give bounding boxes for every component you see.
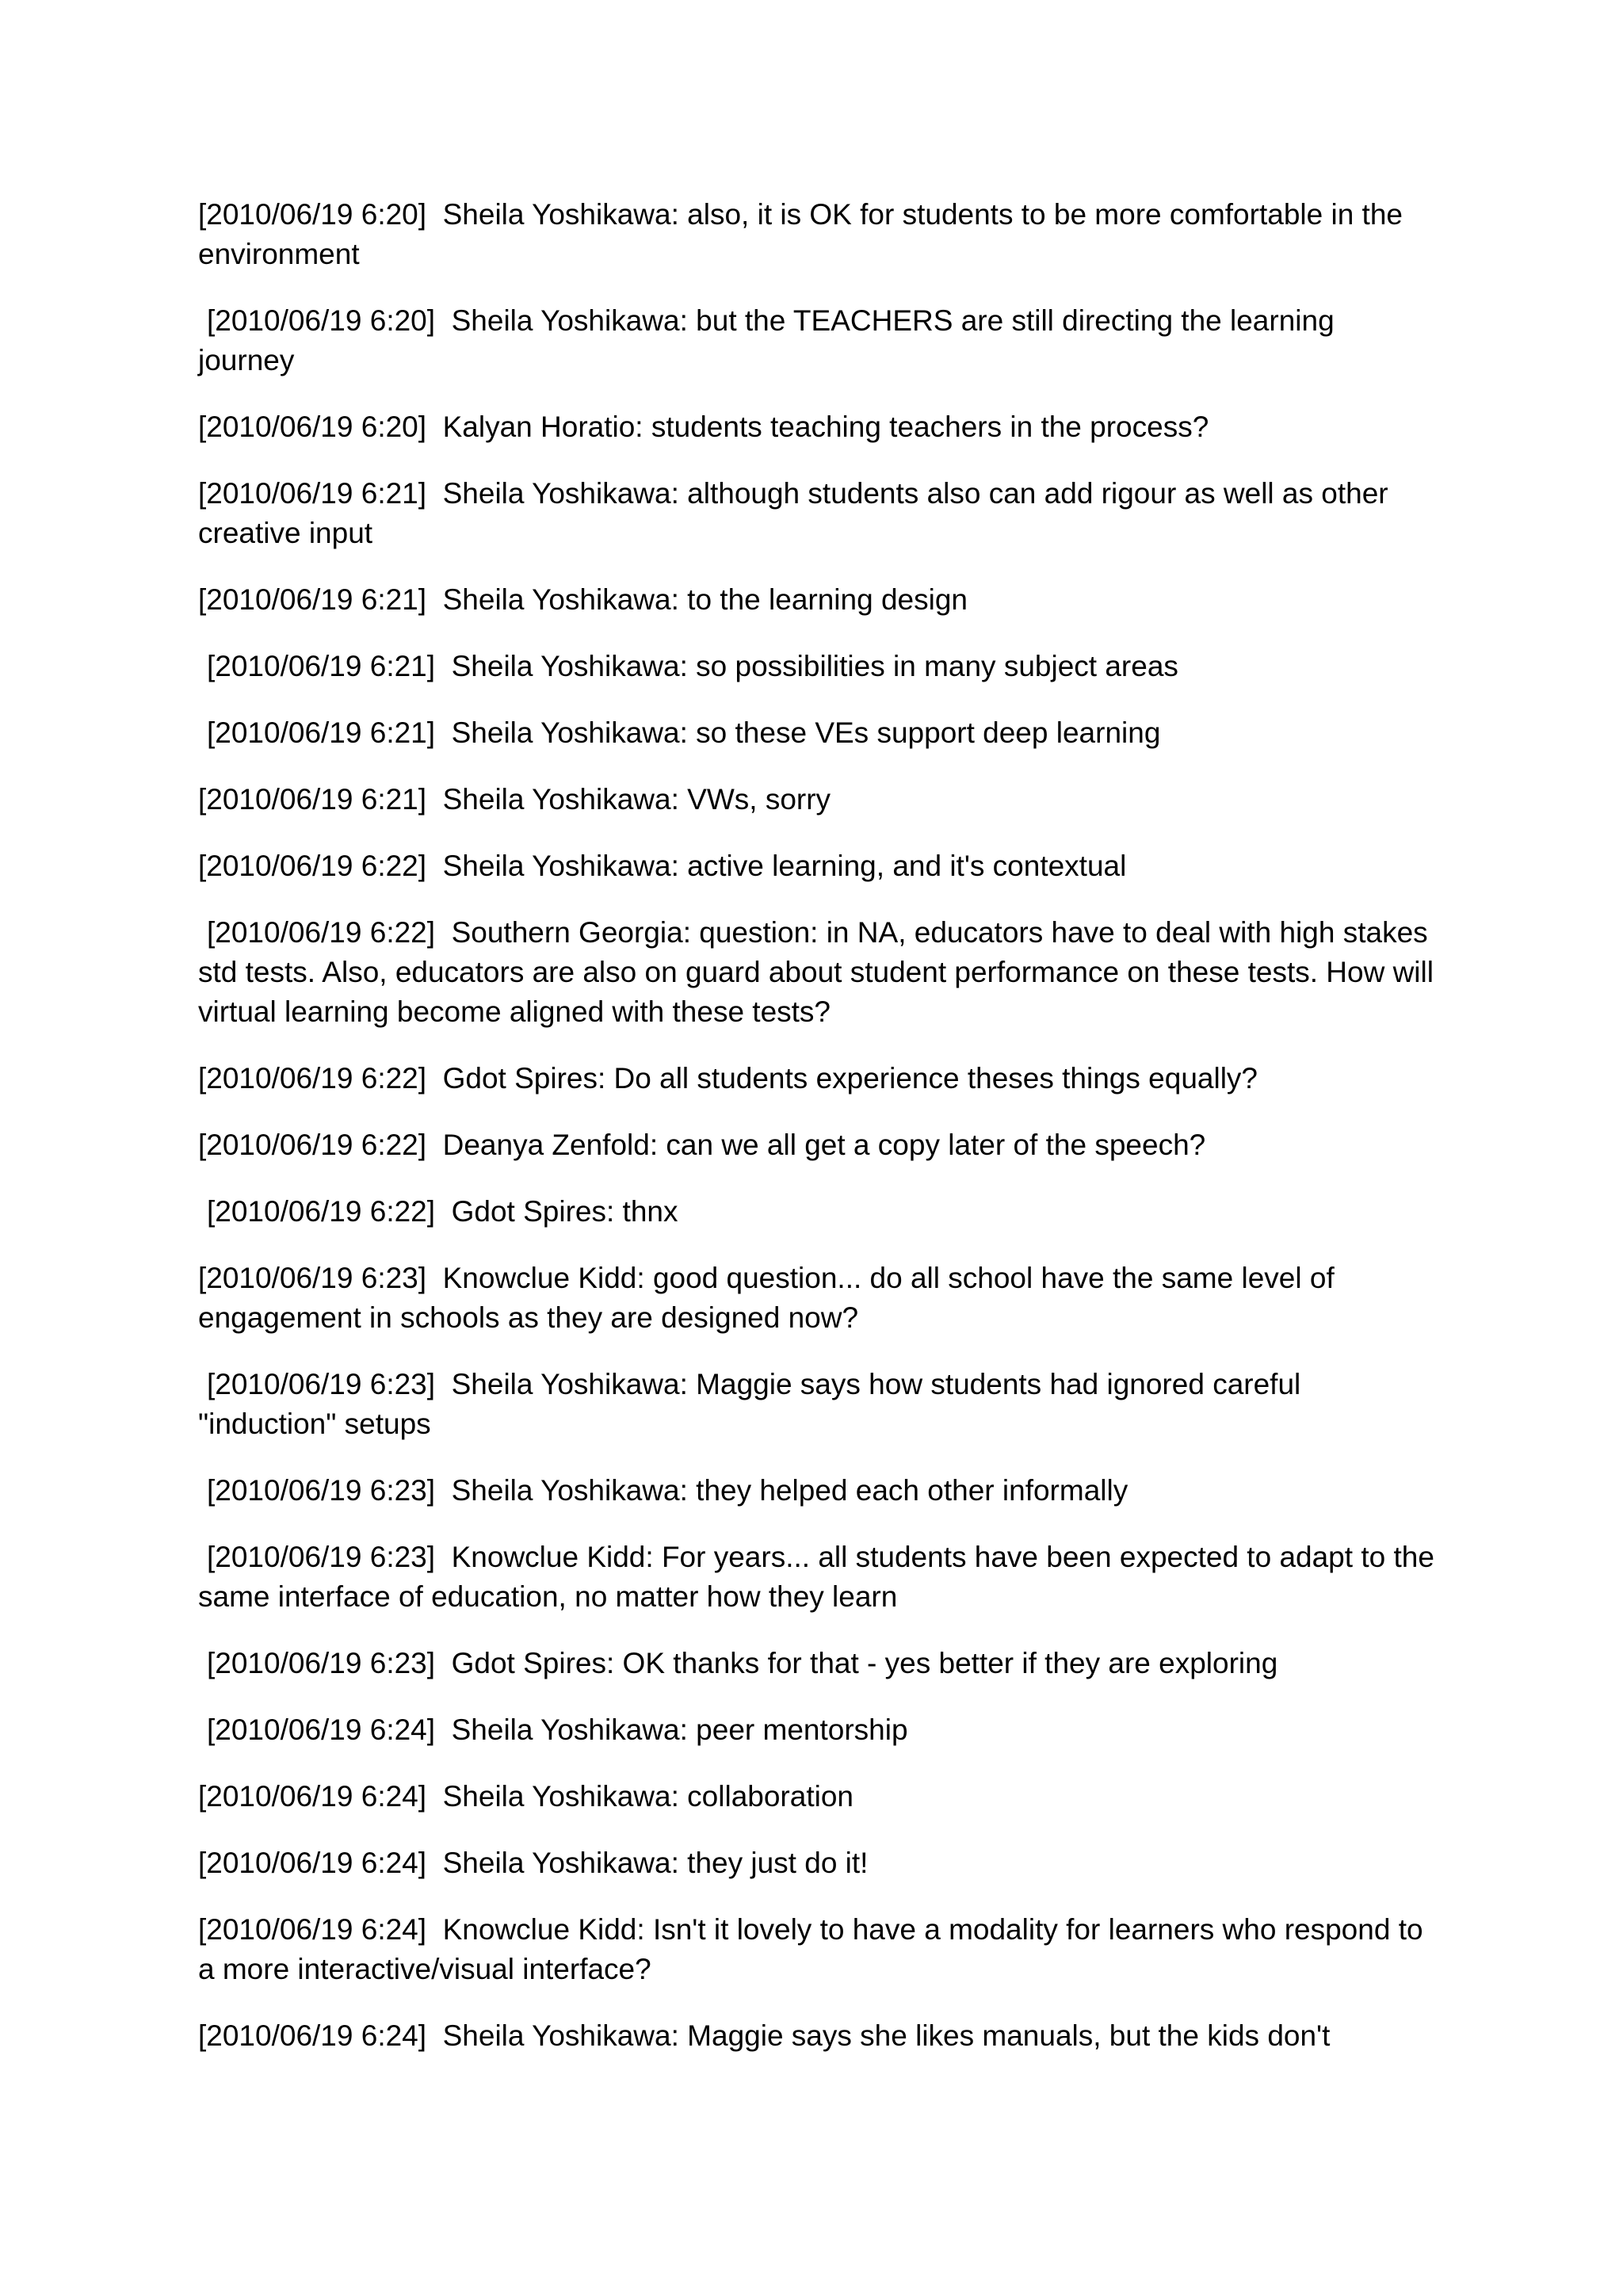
chat-message [198,407,1434,447]
message-author: Sheila Yoshikawa : [443,783,688,816]
message-text: to the learning design [687,583,968,616]
message-text: can we all get a copy later of the speech? [666,1129,1206,1161]
message-author: Sheila Yoshikawa : [443,583,688,616]
message-author: Sheila Yoshikawa : [452,1474,697,1507]
message-author: Sheila Yoshikawa : [443,2019,688,2052]
message-timestamp: [2010/06/19 6:24] [198,1847,427,1879]
message-timestamp: [2010/06/19 6:21] [198,477,427,510]
chat-message [198,647,1434,686]
chat-message [198,1843,1434,1883]
message-text: also, it is OK for students to be more comfortable in the environment [198,198,1403,270]
message-text: For years... all students have been expected to adapt to the same interface of education, no matter how they learn [198,1541,1434,1613]
message-author: Knowclue Kidd : [443,1913,653,1946]
message-timestamp: [2010/06/19 6:20] [207,304,436,337]
chat-message [198,2016,1434,2056]
message-author: Sheila Yoshikawa : [452,650,697,682]
message-timestamp: [2010/06/19 6:21] [207,716,436,749]
chat-message [198,195,1434,274]
message-text: question: in NA, educators have to deal with high stakes std tests. Also, educators are also on guard about student performance on these tests. How will virtual learning become aligned with these tests? [198,916,1434,1028]
chat-message [198,913,1434,1032]
message-text: they helped each other informally [696,1474,1128,1507]
chat-message [198,1059,1434,1098]
message-text: peer mentorship [696,1713,908,1746]
message-text: but the TEACHERS are still directing the learning journey [198,304,1335,376]
message-author: Knowclue Kidd : [443,1262,653,1294]
message-timestamp: [2010/06/19 6:22] [198,850,427,882]
message-timestamp: [2010/06/19 6:24] [198,1913,427,1946]
message-text: so these VEs support deep learning [696,716,1161,749]
message-text: they just do it! [687,1847,869,1879]
message-timestamp: [2010/06/19 6:21] [198,783,427,816]
message-author: Kalyan Horatio : [443,411,651,443]
message-author: Sheila Yoshikawa : [443,477,688,510]
chat-message [198,1365,1434,1444]
message-author: Sheila Yoshikawa : [452,304,697,337]
message-text: good question... do all school have the same level of engagement in schools as they are designed now? [198,1262,1335,1334]
message-timestamp: [2010/06/19 6:22] [207,1195,436,1228]
message-text: Do all students experience theses things equally? [613,1062,1258,1095]
message-timestamp: [2010/06/19 6:20] [198,198,427,231]
message-text: although students also can add rigour as well as other creative input [198,477,1388,549]
message-author: Gdot Spires : [452,1647,623,1679]
message-text: so possibilities in many subject areas [696,650,1178,682]
chat-message [198,1471,1434,1511]
message-timestamp: [2010/06/19 6:23] [198,1262,427,1294]
message-author: Sheila Yoshikawa : [452,1368,697,1400]
message-text: Maggie says how students had ignored careful "induction" setups [198,1368,1301,1440]
message-text: VWs, sorry [687,783,831,816]
chat-message [198,1538,1434,1617]
message-text: Maggie says she likes manuals, but the kids don't [687,2019,1331,2052]
message-timestamp: [2010/06/19 6:20] [198,411,427,443]
message-timestamp: [2010/06/19 6:21] [198,583,427,616]
message-text: Isn't it lovely to have a modality for learners who respond to a more interactive/visual interface? [198,1913,1423,1985]
message-timestamp: [2010/06/19 6:23] [207,1647,436,1679]
message-author: Sheila Yoshikawa : [443,850,688,882]
message-text: collaboration [687,1780,854,1813]
message-timestamp: [2010/06/19 6:21] [207,650,436,682]
chat-message [198,1192,1434,1232]
chat-message [198,580,1434,620]
chat-message [198,1710,1434,1750]
chat-message [198,1910,1434,1989]
message-text: students teaching teachers in the process? [651,411,1209,443]
message-timestamp: [2010/06/19 6:24] [198,2019,427,2052]
message-author: Southern Georgia : [452,916,700,949]
message-author: Gdot Spires : [452,1195,623,1228]
chat-message [198,1777,1434,1817]
message-timestamp: [2010/06/19 6:23] [207,1541,436,1573]
message-text: thnx [622,1195,678,1228]
chat-message [198,713,1434,753]
message-text: OK thanks for that - yes better if they are exploring [622,1647,1278,1679]
message-timestamp: [2010/06/19 6:22] [207,916,436,949]
chat-message [198,780,1434,819]
message-text: active learning, and it's contextual [687,850,1127,882]
message-timestamp: [2010/06/19 6:24] [207,1713,436,1746]
message-author: Sheila Yoshikawa : [443,198,688,231]
message-timestamp: [2010/06/19 6:22] [198,1129,427,1161]
chat-message [198,301,1434,380]
chat-message [198,1259,1434,1338]
message-timestamp: [2010/06/19 6:23] [207,1474,436,1507]
message-author: Deanya Zenfold : [443,1129,666,1161]
message-timestamp: [2010/06/19 6:24] [198,1780,427,1813]
chat-message [198,474,1434,553]
chat-message [198,846,1434,886]
message-timestamp: [2010/06/19 6:23] [207,1368,436,1400]
message-author: Sheila Yoshikawa : [443,1847,688,1879]
message-author: Sheila Yoshikawa : [452,1713,697,1746]
chat-message [198,1644,1434,1683]
chat-transcript [198,195,1434,2083]
chat-message [198,1125,1434,1165]
message-author: Sheila Yoshikawa : [443,1780,688,1813]
message-timestamp: [2010/06/19 6:22] [198,1062,427,1095]
message-author: Knowclue Kidd : [452,1541,662,1573]
message-author: Gdot Spires : [443,1062,614,1095]
message-author: Sheila Yoshikawa : [452,716,697,749]
